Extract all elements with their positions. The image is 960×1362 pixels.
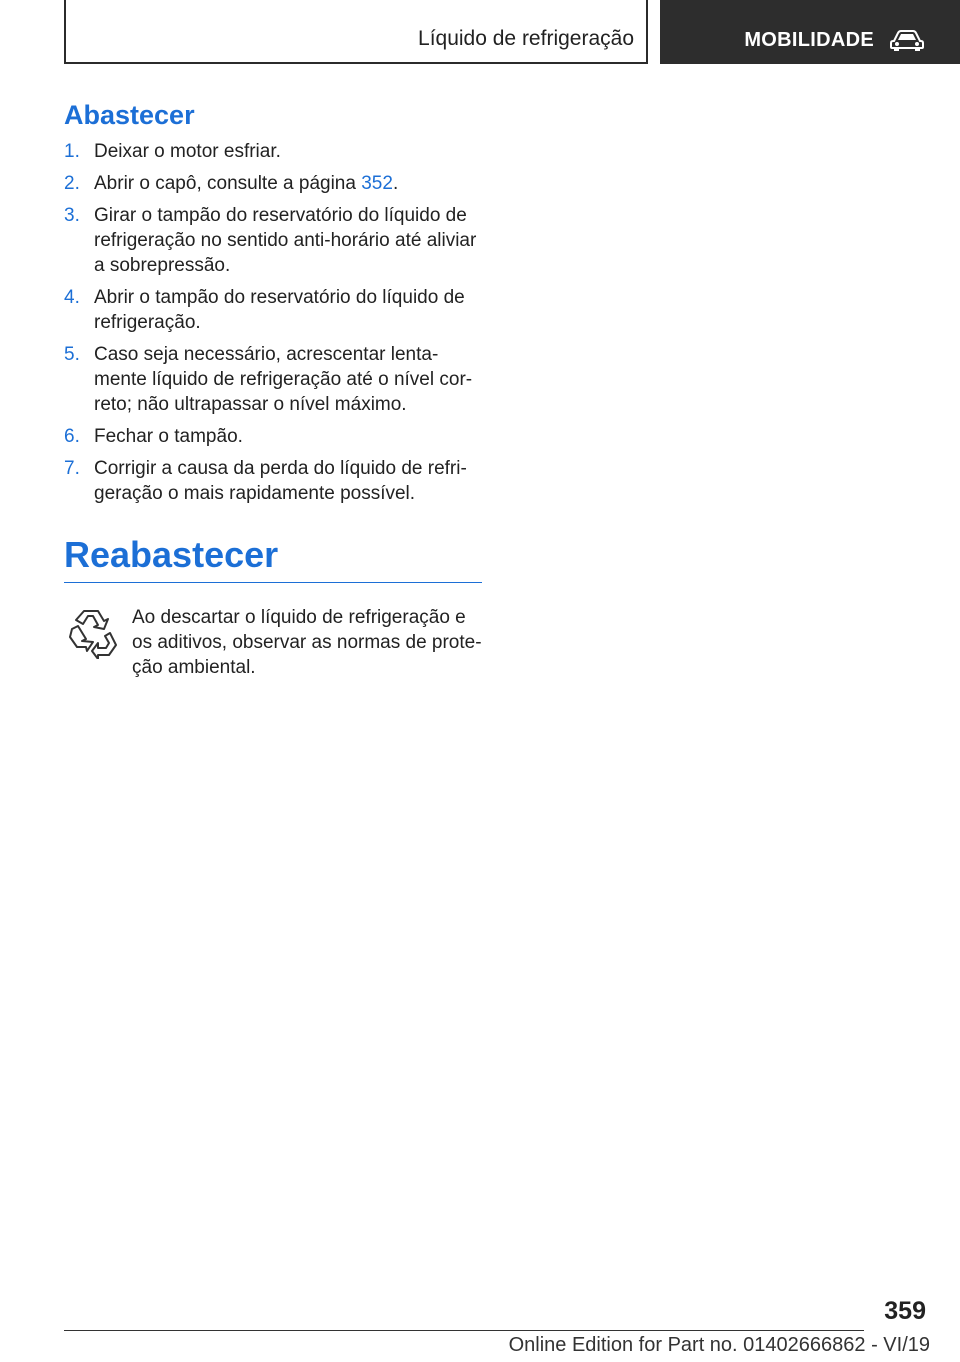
- header-section-title: Líquido de refrigeração: [418, 27, 634, 50]
- step-text: Abrir o capô, consulte a página: [94, 173, 362, 194]
- note-text: Ao descartar o líquido de refrigeração e os aditivos, observar as normas de prote-ção ambiental.: [132, 607, 482, 678]
- step-item: [64, 456, 482, 506]
- step-item: [64, 285, 482, 335]
- environment-note: [64, 605, 482, 680]
- reabastecer-heading: Reabastecer: [64, 534, 482, 583]
- step-number: 2.: [64, 173, 80, 194]
- abastecer-steps: [64, 139, 482, 506]
- footer-divider: [64, 1330, 864, 1331]
- step-text: Deixar o motor esfriar.: [94, 141, 281, 162]
- step-text: Abrir o tampão do reservatório do líquido de refrigeração.: [94, 287, 465, 333]
- header-section-box: [64, 0, 648, 64]
- car-icon: [890, 29, 924, 51]
- page-number: 359: [884, 1297, 926, 1325]
- header-chapter-tab[interactable]: [660, 0, 960, 64]
- page-content: [64, 100, 482, 680]
- recycle-icon: [64, 605, 118, 659]
- step-item: [64, 139, 482, 164]
- step-number: 7.: [64, 458, 80, 479]
- step-number: 3.: [64, 205, 80, 226]
- step-number: 5.: [64, 344, 80, 365]
- step-number: 6.: [64, 426, 80, 447]
- step-text: Caso seja necessário, acrescentar lenta-mente líquido de refrigeração até o nível cor-reto; não ultrapassar o nível máximo.: [94, 344, 473, 415]
- step-item: [64, 203, 482, 278]
- step-number: 1.: [64, 141, 80, 162]
- step-item: [64, 342, 482, 417]
- header-chapter-label: MOBILIDADE: [744, 28, 874, 51]
- step-text: Fechar o tampão.: [94, 426, 243, 447]
- step-item: [64, 424, 482, 449]
- step-text: Girar o tampão do reservatório do líquido de refrigeração no sentido anti-horário até aliviar a sobrepressão.: [94, 205, 477, 276]
- abastecer-heading: Abastecer: [64, 100, 195, 130]
- step-item: [64, 171, 482, 196]
- page-reference-link[interactable]: 352: [361, 173, 393, 194]
- step-number: 4.: [64, 287, 80, 308]
- footer-edition: Online Edition for Part no. 01402666862 - VI/19: [508, 1334, 930, 1356]
- step-text: Corrigir a causa da perda do líquido de refri-geração o mais rapidamente possível.: [94, 458, 467, 504]
- step-text-end: .: [392, 173, 399, 194]
